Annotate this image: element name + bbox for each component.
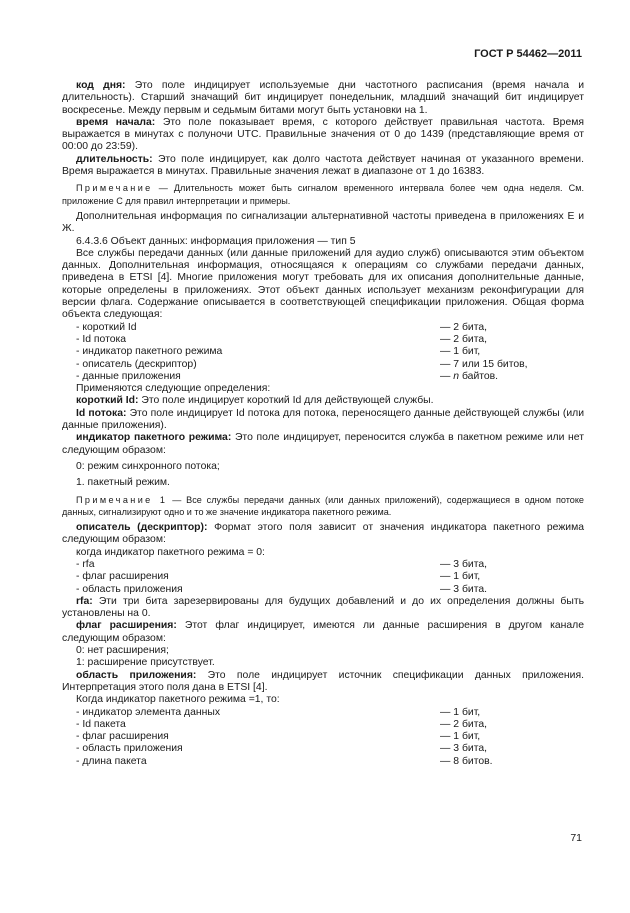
field-name: - индикатор элемента данных (76, 706, 221, 718)
note-text: — Все службы передачи данных (или данных приложений), содержащиеся в одном потоке данных, сигнализируют одно и то же значение индикатора пакетного режима. (62, 494, 584, 517)
field-size: — 8 битов. (440, 755, 493, 767)
field-size: — 1 бит, (440, 706, 481, 718)
definition-paragraph (62, 432, 584, 457)
list-item (62, 707, 584, 719)
list-item (62, 346, 584, 358)
definition-term: код дня: (76, 80, 126, 91)
option-item: 0: нет расширения; (76, 645, 169, 657)
document-header: ГОСТ Р 54462—2011 (474, 48, 582, 60)
document-body (62, 80, 584, 768)
list-item (62, 322, 584, 334)
definition-term: длительность: (76, 153, 153, 165)
field-size: — 2 бита, (440, 321, 488, 333)
field-name: - длина пакета (76, 755, 147, 767)
definition-text: Это поле индицирует, переносится служба в пакетном режиме или нет следующим образом: (62, 432, 584, 456)
option-item: 1: расширение присутствует. (76, 657, 215, 669)
field-name: - область приложения (76, 743, 183, 755)
definition-term: индикатор пакетного режима: (76, 432, 232, 444)
definition-paragraph (62, 596, 584, 621)
condition-line: когда индикатор пакетного режима = 0: (76, 546, 265, 558)
definition-text: Это поле индицирует короткий Id для действующей службы. (138, 395, 434, 407)
list-item (62, 731, 584, 743)
field-name: - флаг расширения (76, 571, 169, 583)
definition-text: Это поле индицирует используемые дни частотного расписания (время начала и длительность). Старший значащий бит индицирует понедельник, младший значащий бит индицирует воскресенье. Между первым и седьмым битами могут быть установки на 1. (62, 80, 585, 116)
field-size: — 2 бита, (440, 718, 488, 730)
list-item (62, 559, 584, 571)
definition-text: Этот флаг индицирует, имеются ли данные расширения в другом канале следующим образом: (62, 620, 584, 644)
field-name: - данные приложения (76, 370, 181, 382)
definition-paragraph (62, 670, 584, 695)
field-name: - Id пакета (76, 718, 126, 730)
option-item: 0: режим синхронного потока; (76, 460, 220, 472)
condition-line: Когда индикатор пакетного режима =1, то: (76, 694, 280, 706)
note-label: Примечание (76, 183, 153, 194)
field-size: — 3 бита. (440, 583, 488, 595)
definition-paragraph (62, 408, 584, 433)
definition-term: описатель (дескриптор): (76, 522, 208, 534)
field-size-prefix: — (440, 370, 454, 382)
list-item (62, 371, 584, 383)
field-size-variable: n (453, 370, 460, 382)
field-list-mode-1 (62, 707, 584, 768)
field-size (440, 371, 584, 383)
field-name: - область приложения (76, 583, 183, 595)
list-item (62, 719, 584, 731)
field-size: — 7 или 15 битов, (440, 358, 528, 370)
body-paragraph: Все службы передачи данных (или данные приложений для аудио служб) описываются этим объектом данных. Дополнительная информация, относящаяся к операциям со службами передачи данных, приведена в ETSI [4]. Многие приложения могут требовать для их описания дополнительные данные, которые определены в приложениях. Этот объект данных использует механизм реконфигурации для версии флага. Содержание описывается в соответствующей спецификации приложения. Общая форма объекта следующая: (62, 247, 584, 321)
list-item (62, 743, 584, 755)
definition-paragraph (62, 80, 584, 117)
note-paragraph (62, 182, 584, 207)
definition-term: флаг расширения: (76, 620, 177, 632)
field-size: — 1 бит, (440, 571, 481, 583)
field-name: - флаг расширения (76, 731, 169, 743)
definition-text: Эти три бита зарезервированы для будущих добавлений и до их определения должны быть установлены на 0. (62, 595, 584, 620)
list-item (62, 584, 584, 596)
form-field-list (62, 322, 584, 383)
definition-term: Id потока: (76, 407, 127, 419)
definition-text: Формат этого поля зависит от значения индикатора пакетного режима следующим образом: (62, 522, 584, 546)
field-size: — 3 бита, (440, 743, 488, 755)
note-paragraph (62, 494, 584, 519)
definition-paragraph (62, 395, 584, 407)
definition-text: Это поле индицирует Id потока для потока, переносящего данные действующей службы (или данные приложения). (62, 407, 584, 432)
field-name: - описатель (дескриптор) (76, 358, 197, 370)
definition-term: область приложения: (76, 669, 197, 681)
note-text: — Длительность может быть сигналом временного интервала более чем одна неделя. См. приложение C для правил интерпретации и примеры. (62, 183, 584, 206)
field-name: - короткий Id (76, 321, 137, 333)
definition-paragraph (62, 620, 584, 645)
field-size: — 1 бит, (440, 731, 481, 743)
option-item: 1. пакетный режим. (76, 477, 170, 489)
body-paragraph: Дополнительная информация по сигнализации альтернативной частоты приведена в приложениях Е и Ж. (62, 210, 584, 235)
field-size: — 3 бита, (440, 558, 488, 570)
definition-paragraph (62, 522, 584, 547)
definition-term: время начала: (76, 116, 156, 128)
list-item (62, 359, 584, 371)
field-size: — 1 бит, (440, 346, 481, 358)
field-size-suffix: байтов. (459, 370, 499, 382)
definition-term: короткий Id: (76, 395, 139, 407)
section-heading: 6.4.3.6 Объект данных: информация приложения — тип 5 (76, 235, 356, 247)
note-label: Примечание 1 (76, 494, 168, 505)
definition-paragraph (62, 154, 584, 179)
page-number: 71 (570, 832, 582, 844)
definition-text: Это поле индицирует источник спецификации данных приложения. Интерпретация этого поля дана в ETSI [4]. (62, 669, 584, 693)
field-name: - индикатор пакетного режима (76, 346, 223, 358)
field-size: — 2 бита, (440, 333, 488, 345)
definition-text: Это поле индицирует, как долго частота действует начиная от указанного времени. Время выражается в минутах. Правильные значения лежат в диапазоне от 1 до 16383. (62, 153, 584, 178)
field-name: - Id потока (76, 333, 127, 345)
definition-text: Это поле показывает время, с которого действует правильная частота. Время выражается в минутах с полуночи UTC. Правильные значения от 0 до 1439 (представляющие время от 00:00 до 23:59). (62, 116, 584, 153)
field-list-mode-0 (62, 559, 584, 596)
body-paragraph: Применяются следующие определения: (76, 383, 271, 395)
list-item (62, 756, 584, 768)
field-name: - rfa (76, 558, 95, 570)
definition-paragraph (62, 117, 584, 154)
list-item (62, 571, 584, 583)
list-item (62, 334, 584, 346)
definition-term: rfa: (76, 595, 93, 607)
